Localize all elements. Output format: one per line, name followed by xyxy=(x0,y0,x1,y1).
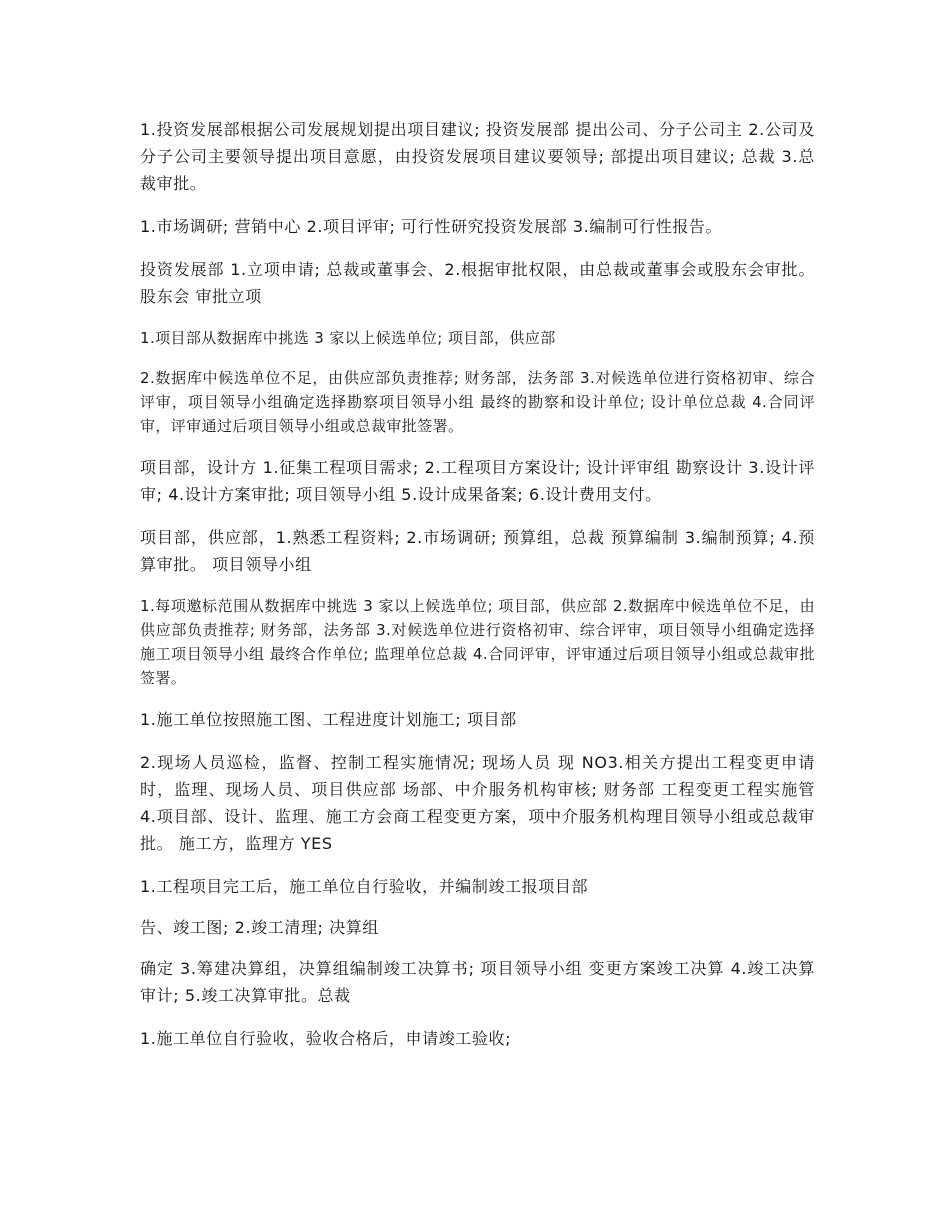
paragraph-final-accounts: 确定 3.筹建决算组，决算组编制竣工决算书; 项目领导小组 变更方案竣工决算 4.竣工决算审计; 5.竣工决算审批。总裁 xyxy=(140,959,815,1005)
document-page xyxy=(140,116,815,1068)
paragraph-design-process: 项目部，设计方 1.征集工程项目需求; 2.工程项目方案设计; 设计评审组 勘察设计 3.设计评审; 4.设计方案审批; 项目领导小组 5.设计成果备案; 6.设计费用支付。 xyxy=(140,458,815,504)
paragraph-completion-drawings: 告、竣工图; 2.竣工清理; 决算组 xyxy=(140,918,380,937)
paragraph-construction-bidding: 1.每项邀标范围从数据库中挑选 3 家以上候选单位; 项目部，供应部 2.数据库中候选单位不足，由供应部负责推荐; 财务部，法务部 3.对候选单位进行资格初审、综合评审，项目领导小组确定选择施工项目领导小组 最终合作单位; 监理单位总裁 4.合同评审，评审通过后项目领导小组或总裁审批签署。 xyxy=(140,597,815,687)
paragraph-feasibility: 1.市场调研; 营销中心 2.项目评审; 可行性研究投资发展部 3.编制可行性报告。 xyxy=(140,217,723,236)
paragraph-candidate-selection: 1.项目部从数据库中挑选 3 家以上候选单位; 项目部，供应部 xyxy=(140,329,556,347)
paragraph-project-approval: 投资发展部 1.立项申请; 总裁或董事会、2.根据审批权限，由总裁或董事会或股东会审批。 股东会 审批立项 xyxy=(140,260,815,306)
paragraph-budget: 项目部，供应部，1.熟悉工程资料; 2.市场调研; 预算组，总裁 预算编制 3.编制预算; 4.预算审批。 项目领导小组 xyxy=(140,528,815,574)
paragraph-change-management: 2.现场人员巡检，监督、控制工程实施情况; 现场人员 现 NO3.相关方提出工程变更申请时，监理、现场人员、项目供应部 场部、中介服务机构审核; 财务部 工程变更工程实施管 4.项目部、设计、监理、施工方会商工程变更方案，项中介服务机构理目领导小组或总裁审批。 施工方，监理方 YES xyxy=(140,753,815,853)
paragraph-completion-report: 1.工程项目完工后，施工单位自行验收，并编制竣工报项目部 xyxy=(140,877,589,896)
paragraph-construction-start: 1.施工单位按照施工图、工程进度计划施工; 项目部 xyxy=(140,710,517,729)
paragraph-survey-design-units: 2.数据库中候选单位不足，由供应部负责推荐; 财务部，法务部 3.对候选单位进行资格初审、综合评审，项目领导小组确定选择勘察项目领导小组 最终的勘察和设计单位; 设计单位总裁 4.合同评审，评审通过后项目领导小组或总裁审批签署。 xyxy=(140,369,815,435)
paragraph-project-proposal: 1.投资发展部根据公司发展规划提出项目建议; 投资发展部 提出公司、分子公司主 2.公司及分子公司主要领导提出项目意愿，由投资发展项目建议要领导; 部提出项目建议; 总裁 3.总裁审批。 xyxy=(140,120,815,193)
paragraph-acceptance: 1.施工单位自行验收，验收合格后，申请竣工验收; xyxy=(140,1029,512,1048)
